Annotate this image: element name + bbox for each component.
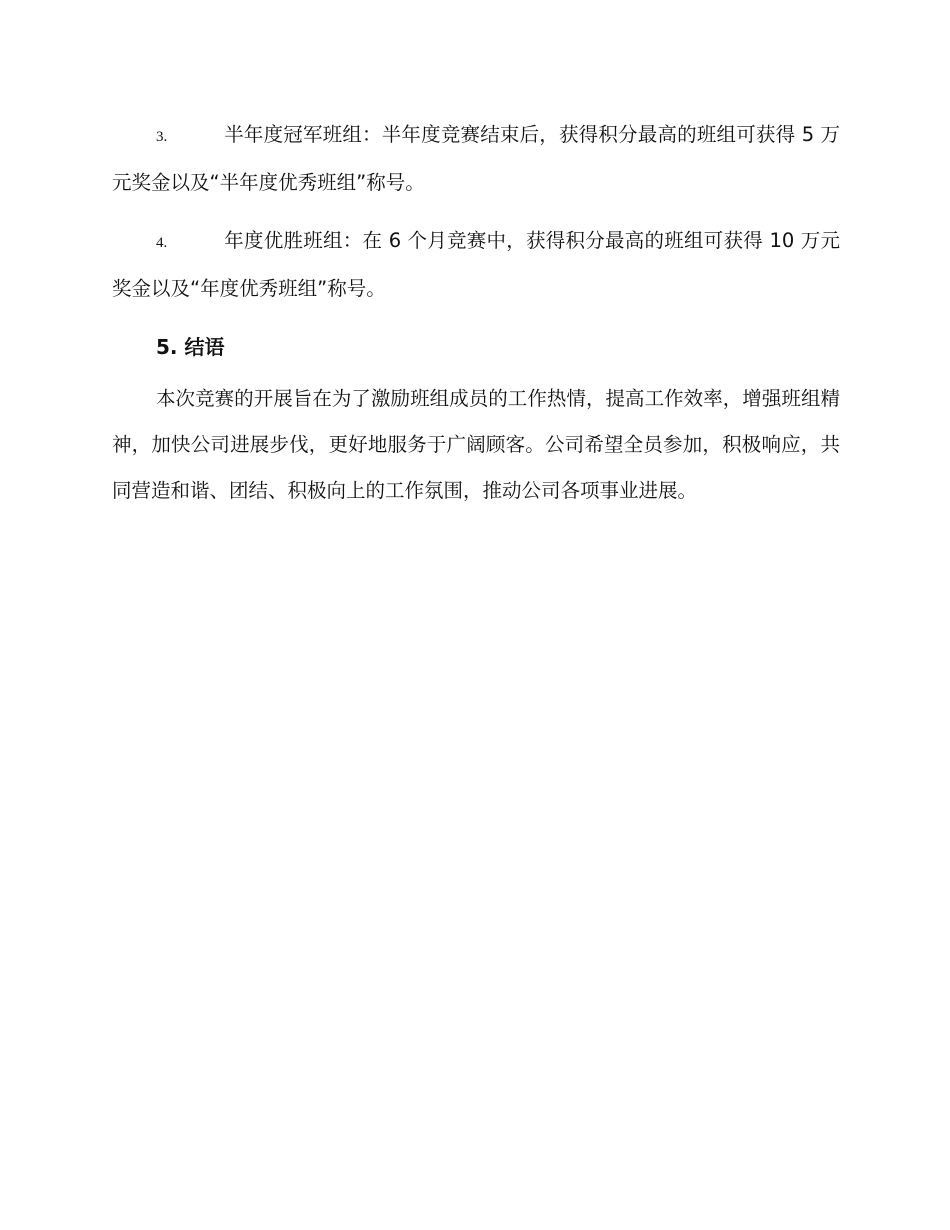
document-content — [112, 112, 840, 514]
list-item-4 — [112, 218, 840, 312]
list-item-text: 年度优胜班组：在 6 个月竞赛中，获得积分最高的班组可获得 10 万元奖金以及“年度优秀班组”称号。 — [112, 229, 840, 300]
list-number: 4. — [156, 235, 168, 251]
list-number: 3. — [156, 129, 168, 145]
list-item-text: 半年度冠军班组：半年度竞赛结束后，获得积分最高的班组可获得 5 万元奖金以及“半年度优秀班组”称号。 — [112, 123, 840, 194]
conclusion-paragraph: 本次竞赛的开展旨在为了激励班组成员的工作热情，提高工作效率，增强班组精神，加快公司进展步伐，更好地服务于广阔顾客。公司希望全员参加，积极响应，共同营造和谐、团结、积极向上的工作氛围，推动公司各项事业进展。 — [112, 387, 840, 502]
list-item-3 — [112, 112, 840, 206]
section-heading: 5. 结语 — [156, 335, 225, 359]
